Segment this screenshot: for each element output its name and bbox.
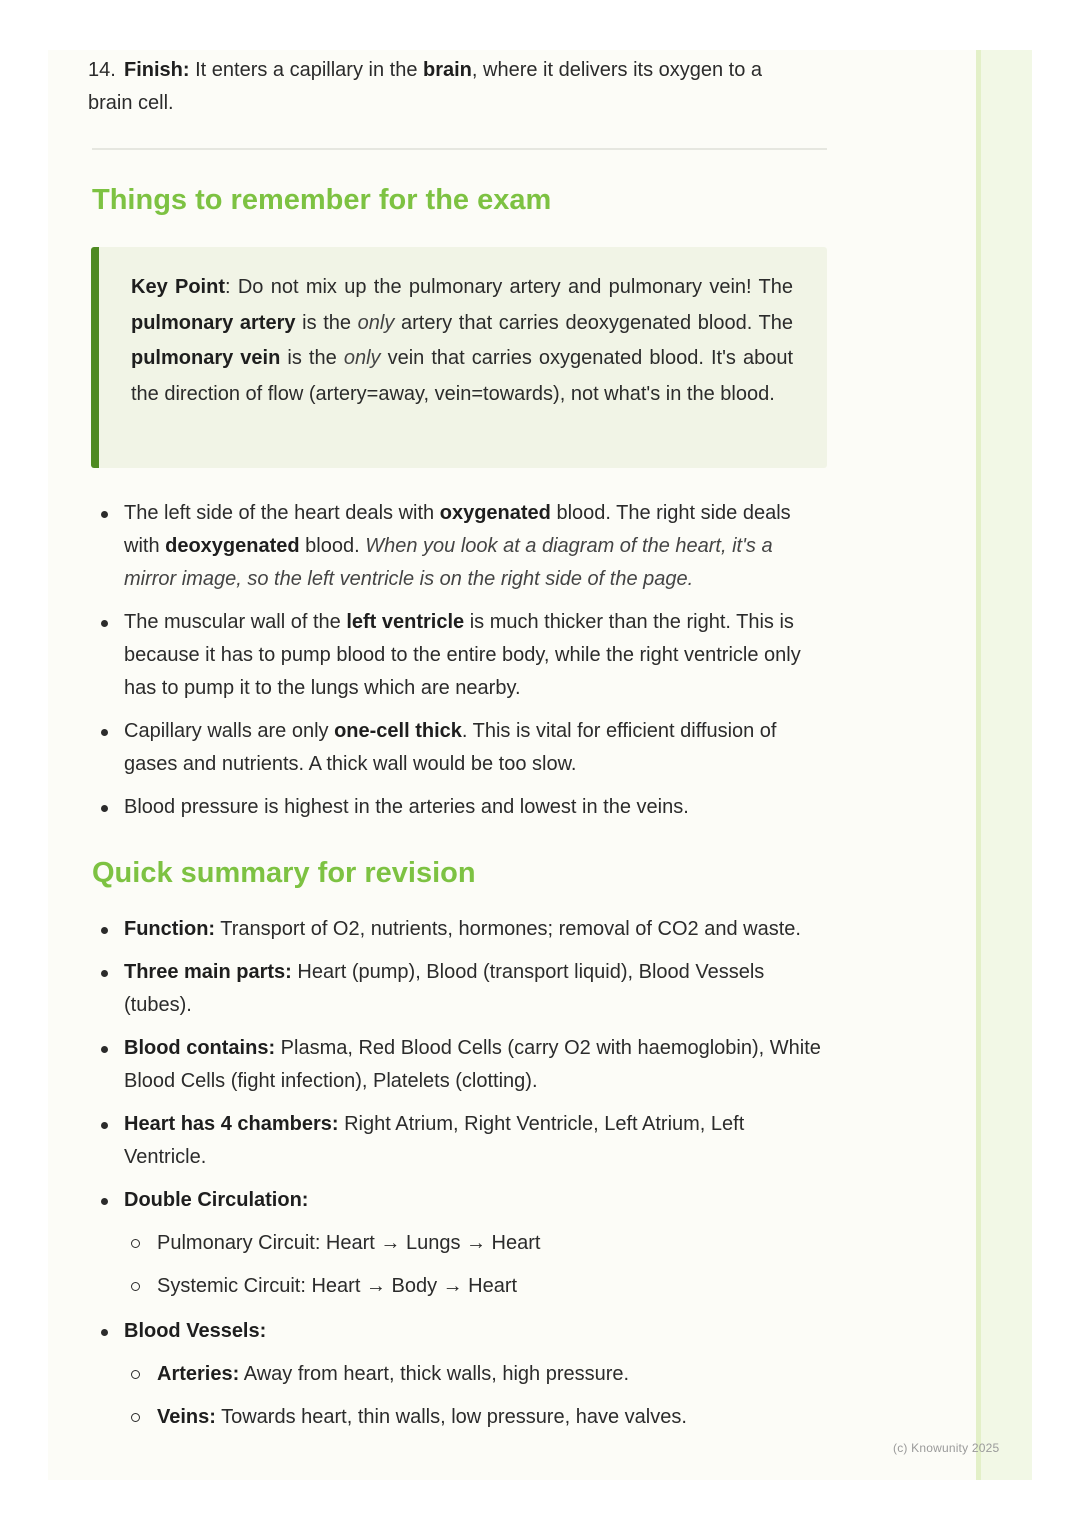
exam-heading: Things to remember for the exam [92, 184, 552, 216]
section-divider [92, 148, 827, 150]
copyright-notice: (c) Knowunity 2025 [893, 1441, 1000, 1455]
list-item [92, 715, 827, 781]
list-item [92, 1315, 827, 1434]
step-label: Finish: [124, 59, 190, 81]
summary-bullet-list [92, 913, 827, 1444]
bullet-bold: oxygenated [439, 502, 551, 524]
finish-step [88, 54, 808, 120]
arteries-label: Arteries: [157, 1363, 240, 1385]
bullet-text: is much thicker than the right. This is because it has to pump blood to the entire body, while the right ventricle only has to pump it to the lungs which are nearby. [124, 611, 801, 699]
summary-text: Transport of O2, nutrients, hormones; removal of CO2 and waste. [215, 918, 801, 940]
arteries-text: Away from heart, thick walls, high pressure. [239, 1363, 630, 1385]
key-point-i2: only [343, 347, 381, 369]
key-point-t1: : Do not mix up the pulmonary artery and pulmonary vein! The [224, 276, 793, 298]
list-item [92, 1184, 827, 1303]
sidebar-panel [981, 50, 1032, 1480]
bullet-text: The muscular wall of the [124, 611, 347, 633]
summary-label: Blood Vessels: [124, 1320, 267, 1342]
summary-label: Blood contains: [124, 1037, 276, 1059]
step-bold-brain: brain [423, 59, 472, 81]
summary-label: Function: [124, 918, 216, 940]
sub-list-item [124, 1401, 827, 1434]
key-point-t4: is the [280, 347, 344, 369]
summary-label: Double Circulation: [124, 1189, 309, 1211]
bullet-bold: one-cell thick [334, 720, 462, 742]
list-item [92, 497, 827, 596]
list-item [92, 956, 827, 1022]
step-text-end: , where it delivers its oxygen to a brain cell. [88, 59, 763, 114]
summary-text: Right Atrium, Right Ventricle, Left Atrium, Left Ventricle. [124, 1113, 745, 1168]
bullet-text: blood. The right side deals with [124, 502, 791, 557]
key-point-b2: pulmonary vein [131, 347, 281, 369]
key-point-t5: vein that carries oxygenated blood. It's about the direction of flow (artery=away, vein=towards), not what's in the blood. [131, 347, 794, 405]
circulation-sublist [124, 1227, 827, 1303]
list-item [92, 606, 827, 705]
sub-list-item: Pulmonary Circuit: Heart → Lungs → Heart [124, 1227, 827, 1260]
key-point-t3: artery that carries deoxygenated blood. The [394, 311, 793, 334]
list-item [92, 791, 827, 824]
key-point-text [131, 270, 793, 412]
bullet-text: blood. [299, 535, 366, 557]
sub-list-item [124, 1358, 827, 1391]
key-point-i1: only [357, 311, 395, 334]
bullet-text: . This is vital for efficient diffusion of gases and nutrients. A thick wall would be too slow. [124, 720, 777, 775]
list-item [92, 1108, 827, 1174]
key-point-callout [91, 247, 827, 468]
exam-bullet-list [92, 497, 827, 834]
bullet-text: Blood pressure is highest in the arteries and lowest in the veins. [124, 796, 689, 818]
bullet-italic: When you look at a diagram of the heart, it's a mirror image, so the left ventricle is on the right side of the page. [124, 535, 773, 590]
list-item [92, 1032, 827, 1098]
veins-label: Veins: [157, 1406, 216, 1428]
key-point-t2: is the [295, 311, 358, 334]
key-point-b1: pulmonary artery [131, 311, 296, 334]
bullet-text: Capillary walls are only [124, 720, 335, 742]
summary-label: Heart has 4 chambers: [124, 1113, 339, 1135]
summary-text: Plasma, Red Blood Cells (carry O2 with haemoglobin), White Blood Cells (fight infection), Platelets (clotting). [124, 1037, 821, 1092]
step-text: It enters a capillary in the [189, 59, 423, 81]
key-point-label: Key Point [131, 276, 225, 298]
bullet-bold: left ventricle [346, 611, 465, 633]
list-item [92, 913, 827, 946]
sub-list-item: Systemic Circuit: Heart → Body → Heart [124, 1270, 827, 1303]
summary-heading: Quick summary for revision [92, 857, 476, 889]
bullet-bold: deoxygenated [165, 535, 300, 557]
summary-label: Three main parts: [124, 961, 292, 983]
bullet-text: The left side of the heart deals with [124, 502, 440, 524]
summary-text: Heart (pump), Blood (transport liquid), Blood Vessels (tubes). [124, 961, 765, 1016]
vessels-sublist [124, 1358, 827, 1434]
veins-text: Towards heart, thin walls, low pressure, have valves. [215, 1406, 687, 1428]
step-number: 14. [88, 59, 116, 81]
